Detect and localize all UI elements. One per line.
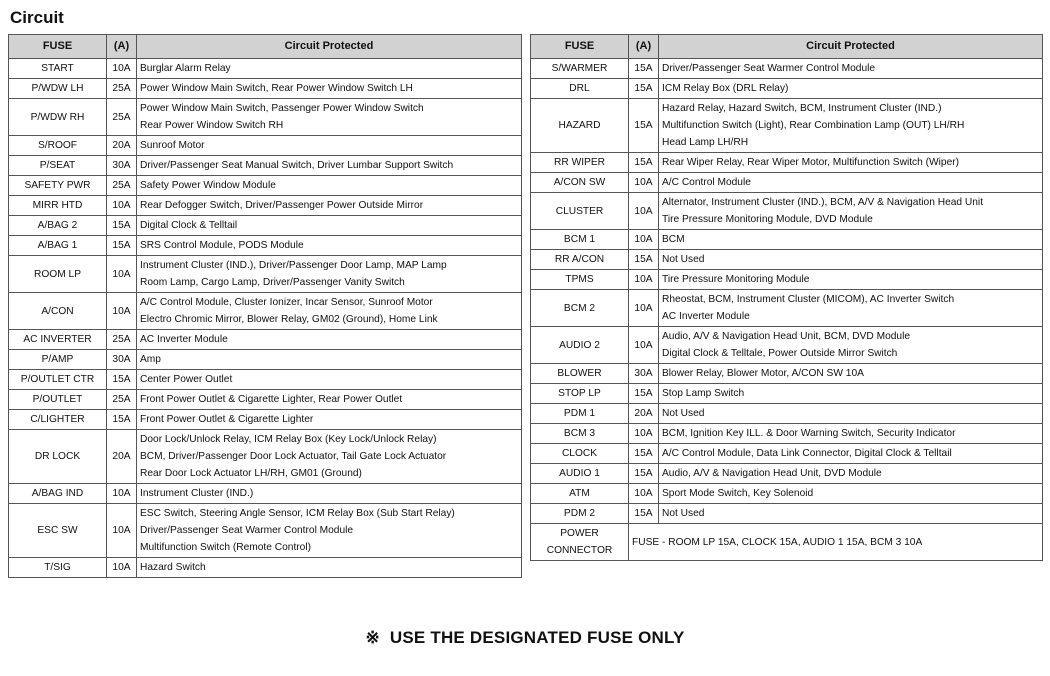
circuit-line: Front Power Outlet & Cigarette Lighter: [140, 414, 314, 425]
circuit-cell: [137, 136, 522, 156]
circuit-line: Sunroof Motor: [140, 140, 205, 151]
circuit-cell: [659, 193, 1043, 230]
circuit-line: Alternator, Instrument Cluster (IND.), BCM, A/V & Navigation Head Unit: [662, 197, 984, 208]
fuse-row: [531, 524, 1043, 561]
fuse-name-cell: P/WDW LH: [9, 79, 107, 99]
circuit-cell: [137, 504, 522, 558]
fuse-name-cell: ESC SW: [9, 504, 107, 558]
amperage-cell: 10A: [629, 424, 659, 444]
fuse-row: [531, 290, 1043, 327]
circuit-cell: [659, 230, 1043, 250]
amperage-cell: 15A: [629, 250, 659, 270]
circuit-cell: [137, 79, 522, 99]
amperage-cell: 10A: [629, 290, 659, 327]
fuse-name-cell: P/OUTLET: [9, 390, 107, 410]
amperage-cell: 10A: [107, 196, 137, 216]
fuse-name-cell: P/WDW RH: [9, 99, 107, 136]
fuse-name-cell: CLOCK: [531, 444, 629, 464]
fuse-name-cell: A/BAG 1: [9, 236, 107, 256]
fuse-name-cell: BLOWER: [531, 364, 629, 384]
circuit-line: Hazard Switch: [140, 562, 206, 573]
amperage-cell: 15A: [629, 464, 659, 484]
fuse-row: [9, 370, 522, 390]
circuit-line: Not Used: [662, 254, 705, 265]
fuse-name-cell: BCM 2: [531, 290, 629, 327]
fuse-row: [9, 504, 522, 558]
fuse-name-cell: ATM: [531, 484, 629, 504]
fuse-row: [531, 364, 1043, 384]
fuse-name-cell: A/CON SW: [531, 173, 629, 193]
fuse-row: [9, 484, 522, 504]
circuit-cell: [659, 444, 1043, 464]
circuit-cell: [659, 79, 1043, 99]
warning-text: USE THE DESIGNATED FUSE ONLY: [389, 628, 685, 647]
circuit-line: Not Used: [662, 508, 705, 519]
circuit-line: BCM, Driver/Passenger Door Lock Actuator, Tail Gate Lock Actuator: [140, 451, 447, 462]
circuit-cell: [659, 424, 1043, 444]
circuit-line: FUSE - ROOM LP 15A, CLOCK 15A, AUDIO 1 15A, BCM 3 10A: [632, 536, 923, 548]
fuse-name-cell: STOP LP: [531, 384, 629, 404]
circuit-cell: [659, 364, 1043, 384]
fuse-name-cell: PDM 1: [531, 404, 629, 424]
circuit-line: A/C Control Module: [662, 177, 751, 188]
amperage-cell: 30A: [107, 350, 137, 370]
circuit-line: Digital Clock & Telltale, Power Outside Mirror Switch: [662, 348, 898, 359]
amperage-cell: 10A: [107, 504, 137, 558]
fuse-name-cell: T/SIG: [9, 558, 107, 578]
circuit-line: Digital Clock & Telltail: [140, 220, 238, 231]
fuse-name-cell: CLUSTER: [531, 193, 629, 230]
circuit-cell: [137, 256, 522, 293]
fuse-row: [9, 430, 522, 484]
fuse-row: [531, 250, 1043, 270]
fuse-name-cell: AUDIO 2: [531, 327, 629, 364]
fuse-name-cell: C/LIGHTER: [9, 410, 107, 430]
fuse-name-cell: A/BAG IND: [9, 484, 107, 504]
circuit-cell: [137, 176, 522, 196]
fuse-name-cell: S/WARMER: [531, 59, 629, 79]
fuse-row: [531, 444, 1043, 464]
amperage-cell: 15A: [629, 444, 659, 464]
circuit-cell: [137, 156, 522, 176]
circuit-line: SRS Control Module, PODS Module: [140, 240, 304, 251]
amperage-cell: 25A: [107, 330, 137, 350]
circuit-cell: [659, 173, 1043, 193]
fuse-name-cell: PDM 2: [531, 504, 629, 524]
header-row: [9, 35, 522, 59]
circuit-cell: [137, 196, 522, 216]
fuse-name-cell: HAZARD: [531, 99, 629, 153]
amperage-cell: 20A: [107, 136, 137, 156]
circuit-line: Safety Power Window Module: [140, 180, 276, 191]
circuit-cell: [659, 153, 1043, 173]
fuse-name-cell: S/ROOF: [9, 136, 107, 156]
header-circuit: Circuit Protected: [137, 35, 522, 59]
circuit-cell: [137, 390, 522, 410]
fuse-row: [9, 176, 522, 196]
circuit-line: Power Window Main Switch, Passenger Power Window Switch: [140, 103, 424, 114]
circuit-cell: [137, 558, 522, 578]
amperage-cell: 15A: [107, 216, 137, 236]
circuit-cell: [659, 59, 1043, 79]
amperage-cell: 10A: [107, 293, 137, 330]
circuit-line: Rear Defogger Switch, Driver/Passenger Power Outside Mirror: [140, 200, 424, 211]
circuit-line: ICM Relay Box (DRL Relay): [662, 83, 789, 94]
circuit-line: AC Inverter Module: [140, 334, 228, 345]
circuit-line: Door Lock/Unlock Relay, ICM Relay Box (Key Lock/Unlock Relay): [140, 434, 437, 445]
fuse-row: [9, 156, 522, 176]
circuit-line: BCM: [662, 234, 685, 245]
circuit-line: Tire Pressure Monitoring Module: [662, 274, 810, 285]
fuse-row: [531, 327, 1043, 364]
fuse-row: [9, 410, 522, 430]
fuse-row: [531, 79, 1043, 99]
circuit-cell: [137, 236, 522, 256]
amperage-cell: 20A: [107, 430, 137, 484]
fuse-name-cell: [531, 524, 629, 561]
circuit-line: Tire Pressure Monitoring Module, DVD Module: [662, 214, 873, 225]
amperage-cell: 15A: [629, 504, 659, 524]
fuse-name-cell: ROOM LP: [9, 256, 107, 293]
circuit-cell: [659, 327, 1043, 364]
amperage-cell: 15A: [107, 236, 137, 256]
circuit-line: A/C Control Module, Data Link Connector, Digital Clock & Telltail: [662, 448, 952, 459]
circuit-line: Head Lamp LH/RH: [662, 137, 749, 148]
circuit-line: Blower Relay, Blower Motor, A/CON SW 10A: [662, 368, 864, 379]
fuse-name-cell: MIRR HTD: [9, 196, 107, 216]
fuse-name-cell: AUDIO 1: [531, 464, 629, 484]
circuit-line: Rear Wiper Relay, Rear Wiper Motor, Multifunction Switch (Wiper): [662, 157, 960, 168]
circuit-line: Amp: [140, 354, 161, 365]
fuse-row: [9, 236, 522, 256]
page-title: Circuit: [10, 8, 64, 27]
circuit-line: BCM, Ignition Key ILL. & Door Warning Switch, Security Indicator: [662, 428, 956, 439]
circuit-line: Rear Power Window Switch RH: [140, 120, 284, 131]
fuse-row: [9, 390, 522, 410]
fuse-name-line: CONNECTOR: [546, 545, 613, 556]
circuit-line: Not Used: [662, 408, 705, 419]
fuse-row: [531, 404, 1043, 424]
circuit-line: Rear Door Lock Actuator LH/RH, GM01 (Ground): [140, 468, 362, 479]
circuit-line: A/C Control Module, Cluster Ionizer, Incar Sensor, Sunroof Motor: [140, 297, 433, 308]
amperage-cell: 10A: [629, 270, 659, 290]
reference-mark-icon: ※: [365, 628, 380, 647]
fuse-row: [9, 256, 522, 293]
fuse-row: [9, 293, 522, 330]
fuse-row: [9, 136, 522, 156]
amperage-cell: 10A: [107, 59, 137, 79]
fuse-row: [531, 193, 1043, 230]
fuse-table-left: [8, 34, 522, 578]
fuse-name-cell: START: [9, 59, 107, 79]
fuse-name-cell: DRL: [531, 79, 629, 99]
circuit-cell: [659, 290, 1043, 327]
amperage-cell: 15A: [629, 59, 659, 79]
amperage-cell: 15A: [629, 384, 659, 404]
circuit-line: Multifunction Switch (Remote Control): [140, 542, 311, 553]
fuse-row: [9, 330, 522, 350]
circuit-line: Driver/Passenger Seat Manual Switch, Driver Lumbar Support Switch: [140, 160, 454, 171]
amperage-cell: 10A: [629, 193, 659, 230]
circuit-cell: [137, 484, 522, 504]
fuse-name-cell: P/SEAT: [9, 156, 107, 176]
circuit-line: Instrument Cluster (IND.), Driver/Passenger Door Lamp, MAP Lamp: [140, 260, 447, 271]
amperage-cell: 10A: [107, 484, 137, 504]
circuit-cell: [137, 350, 522, 370]
fuse-warning-note: [0, 628, 1050, 648]
circuit-cell: [659, 270, 1043, 290]
amperage-cell: 30A: [107, 156, 137, 176]
fuse-name-cell: BCM 1: [531, 230, 629, 250]
amperage-cell: 10A: [107, 256, 137, 293]
amperage-cell: 15A: [629, 99, 659, 153]
circuit-cell: [629, 524, 1043, 561]
fuse-row: [531, 153, 1043, 173]
amperage-cell: 25A: [107, 99, 137, 136]
fuse-row: [531, 270, 1043, 290]
circuit-cell: [659, 464, 1043, 484]
fuse-name-cell: DR LOCK: [9, 430, 107, 484]
fuse-row: [531, 230, 1043, 250]
circuit-cell: [137, 410, 522, 430]
fuse-row: [9, 350, 522, 370]
circuit-cell: [659, 504, 1043, 524]
circuit-line: Driver/Passenger Seat Warmer Control Module: [140, 525, 354, 536]
fuse-table-right: [530, 34, 1043, 561]
amperage-cell: 30A: [629, 364, 659, 384]
circuit-line: Driver/Passenger Seat Warmer Control Module: [662, 63, 876, 74]
fuse-name-cell: A/BAG 2: [9, 216, 107, 236]
circuit-line: Stop Lamp Switch: [662, 388, 745, 399]
fuse-row: [531, 484, 1043, 504]
circuit-line: Front Power Outlet & Cigarette Lighter, Rear Power Outlet: [140, 394, 403, 405]
circuit-line: Audio, A/V & Navigation Head Unit, DVD Module: [662, 468, 882, 479]
fuse-row: [531, 464, 1043, 484]
circuit-cell: [137, 430, 522, 484]
circuit-line: AC Inverter Module: [662, 311, 750, 322]
amperage-cell: 15A: [107, 410, 137, 430]
circuit-cell: [659, 384, 1043, 404]
header-row: [531, 35, 1043, 59]
circuit-line: Electro Chromic Mirror, Blower Relay, GM02 (Ground), Home Link: [140, 314, 438, 325]
header-circuit: Circuit Protected: [659, 35, 1043, 59]
fuse-name-cell: RR WIPER: [531, 153, 629, 173]
fuse-name-cell: AC INVERTER: [9, 330, 107, 350]
fuse-row: [9, 99, 522, 136]
fuse-row: [9, 196, 522, 216]
fuse-name-cell: SAFETY PWR: [9, 176, 107, 196]
fuse-row: [9, 59, 522, 79]
amperage-cell: 15A: [629, 153, 659, 173]
circuit-line: Center Power Outlet: [140, 374, 233, 385]
circuit-cell: [137, 330, 522, 350]
circuit-cell: [137, 59, 522, 79]
circuit-cell: [659, 99, 1043, 153]
fuse-name-cell: A/CON: [9, 293, 107, 330]
fuse-row: [531, 173, 1043, 193]
circuit-line: Power Window Main Switch, Rear Power Window Switch LH: [140, 83, 413, 94]
fuse-row: [9, 79, 522, 99]
fuse-row: [531, 424, 1043, 444]
fuse-name-cell: BCM 3: [531, 424, 629, 444]
circuit-line: Hazard Relay, Hazard Switch, BCM, Instrument Cluster (IND.): [662, 103, 942, 114]
circuit-line: Multifunction Switch (Light), Rear Combination Lamp (OUT) LH/RH: [662, 120, 965, 131]
circuit-line: Instrument Cluster (IND.): [140, 488, 254, 499]
amperage-cell: 20A: [629, 404, 659, 424]
header-fuse: FUSE: [531, 35, 629, 59]
circuit-line: Sport Mode Switch, Key Solenoid: [662, 488, 814, 499]
amperage-cell: 10A: [629, 230, 659, 250]
amperage-cell: 10A: [629, 173, 659, 193]
fuse-name-cell: RR A/CON: [531, 250, 629, 270]
header-amp: (A): [629, 35, 659, 59]
circuit-line: Room Lamp, Cargo Lamp, Driver/Passenger Vanity Switch: [140, 277, 405, 288]
amperage-cell: 15A: [629, 79, 659, 99]
header-amp: (A): [107, 35, 137, 59]
fuse-row: [9, 558, 522, 578]
fuse-row: [531, 59, 1043, 79]
fuse-row: [531, 384, 1043, 404]
header-fuse: FUSE: [9, 35, 107, 59]
circuit-cell: [659, 404, 1043, 424]
fuse-row: [9, 216, 522, 236]
circuit-cell: [659, 484, 1043, 504]
amperage-cell: 10A: [629, 484, 659, 504]
amperage-cell: 25A: [107, 176, 137, 196]
amperage-cell: 10A: [629, 327, 659, 364]
circuit-cell: [137, 370, 522, 390]
amperage-cell: 25A: [107, 79, 137, 99]
fuse-row: [531, 99, 1043, 153]
amperage-cell: 25A: [107, 390, 137, 410]
circuit-cell: [137, 216, 522, 236]
circuit-cell: [659, 250, 1043, 270]
circuit-cell: [137, 99, 522, 136]
fuse-name-cell: P/AMP: [9, 350, 107, 370]
circuit-line: Audio, A/V & Navigation Head Unit, BCM, DVD Module: [662, 331, 911, 342]
circuit-cell: [137, 293, 522, 330]
fuse-row: [531, 504, 1043, 524]
fuse-name-cell: P/OUTLET CTR: [9, 370, 107, 390]
amperage-cell: 15A: [107, 370, 137, 390]
fuse-name-cell: TPMS: [531, 270, 629, 290]
circuit-line: Burglar Alarm Relay: [140, 63, 231, 74]
fuse-name-line: POWER: [560, 528, 599, 539]
amperage-cell: 10A: [107, 558, 137, 578]
circuit-line: ESC Switch, Steering Angle Sensor, ICM Relay Box (Sub Start Relay): [140, 508, 455, 519]
circuit-line: Rheostat, BCM, Instrument Cluster (MICOM), AC Inverter Switch: [662, 294, 955, 305]
